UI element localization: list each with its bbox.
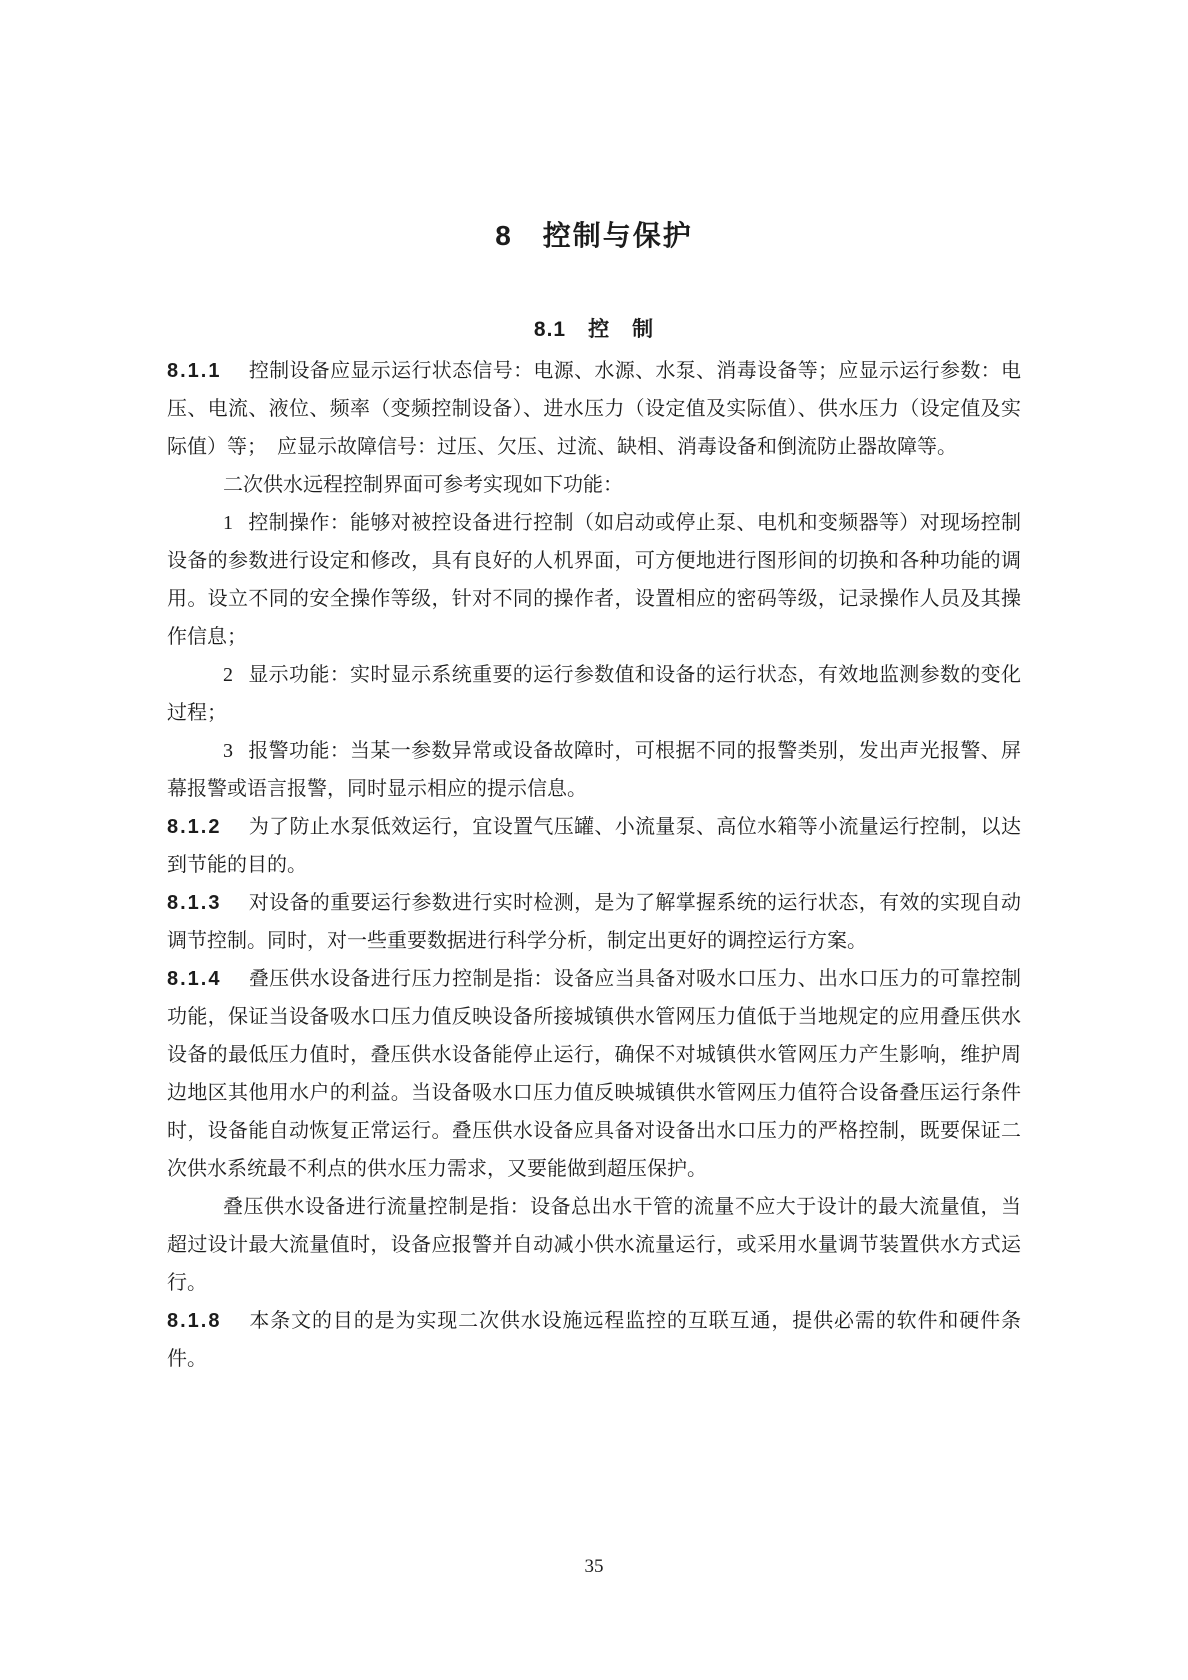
item-number: 2 bbox=[223, 664, 233, 686]
paragraph-text: 叠压供水设备进行压力控制是指：设备应当具备对吸水口压力、出水口压力的可靠控制功能，保证当设备吸水口压力值反映设备所接城镇供水管网压力值低于当地规定的应用叠压供水设备的最低压力值时，叠压供水设备能停止运行，确保不对城镇供水管网压力产生影响，维护周边地区其他用水户的利益。当设备吸水口压力值反映城镇供水管网压力值符合设备叠压运行条件时，设备能自动恢复正常运行。叠压供水设备应具备对设备出水口压力的严格控制，既要保证二次供水系统最不利点的供水压力需求，又要能做到超压保护。 bbox=[167, 968, 1021, 1180]
paragraph-8.1.3 bbox=[167, 884, 1021, 960]
document-body bbox=[167, 352, 1021, 1378]
clause-number: 8.1.1 bbox=[167, 360, 222, 382]
clause-number: 8.1.3 bbox=[167, 892, 222, 914]
item-number: 3 bbox=[223, 740, 233, 762]
paragraph-text: 本条文的目的是为实现二次供水设施远程监控的互联互通，提供必需的软件和硬件条件。 bbox=[167, 1310, 1021, 1370]
paragraph-3 bbox=[167, 732, 1021, 808]
paragraph-8.1.4 bbox=[167, 960, 1021, 1188]
item-number: 1 bbox=[223, 512, 233, 534]
paragraph-text: 控制操作：能够对被控设备进行控制（如启动或停止泵、电机和变频器等）对现场控制设备的参数进行设定和修改，具有良好的人机界面，可方便地进行图形间的切换和各种功能的调用。设立不同的安全操作等级，针对不同的操作者，设置相应的密码等级，记录操作人员及其操作信息； bbox=[167, 512, 1021, 648]
paragraph-text: 为了防止水泵低效运行，宜设置气压罐、小流量泵、高位水箱等小流量运行控制，以达到节能的目的。 bbox=[167, 816, 1021, 876]
paragraph bbox=[167, 466, 1021, 504]
clause-number: 8.1.4 bbox=[167, 968, 222, 990]
paragraph-text: 报警功能：当某一参数异常或设备故障时，可根据不同的报警类别，发出声光报警、屏幕报警或语言报警，同时显示相应的提示信息。 bbox=[167, 740, 1021, 800]
paragraph-1 bbox=[167, 504, 1021, 656]
page-content bbox=[167, 0, 1021, 1378]
chapter-title: 8 控制与保护 bbox=[495, 220, 693, 251]
clause-number: 8.1.8 bbox=[167, 1310, 222, 1332]
clause-number: 8.1.2 bbox=[167, 816, 222, 838]
paragraph-8.1.8 bbox=[167, 1302, 1021, 1378]
paragraph-2 bbox=[167, 656, 1021, 732]
paragraph bbox=[167, 1188, 1021, 1302]
paragraph-8.1.2 bbox=[167, 808, 1021, 884]
section-title: 8.1 控 制 bbox=[533, 318, 655, 341]
paragraph-text: 二次供水远程控制界面可参考实现如下功能： bbox=[223, 474, 623, 496]
paragraph-text: 控制设备应显示运行状态信号：电源、水源、水泵、消毒设备等；应显示运行参数：电压、电流、液位、频率（变频控制设备）、进水压力（设定值及实际值）、供水压力（设定值及实际值）等； 应显示故障信号：过压、欠压、过流、缺相、消毒设备和倒流防止器故障等。 bbox=[167, 360, 1021, 458]
page-number: 35 bbox=[584, 1556, 604, 1577]
paragraph-8.1.1 bbox=[167, 352, 1021, 466]
paragraph-text: 显示功能：实时显示系统重要的运行参数值和设备的运行状态，有效地监测参数的变化过程； bbox=[167, 664, 1021, 724]
paragraph-text: 叠压供水设备进行流量控制是指：设备总出水干管的流量不应大于设计的最大流量值，当超过设计最大流量值时，设备应报警并自动减小供水流量运行，或采用水量调节装置供水方式运行。 bbox=[167, 1196, 1021, 1294]
paragraph-text: 对设备的重要运行参数进行实时检测，是为了解掌握系统的运行状态，有效的实现自动调节控制。同时，对一些重要数据进行科学分析，制定出更好的调控运行方案。 bbox=[167, 892, 1021, 952]
